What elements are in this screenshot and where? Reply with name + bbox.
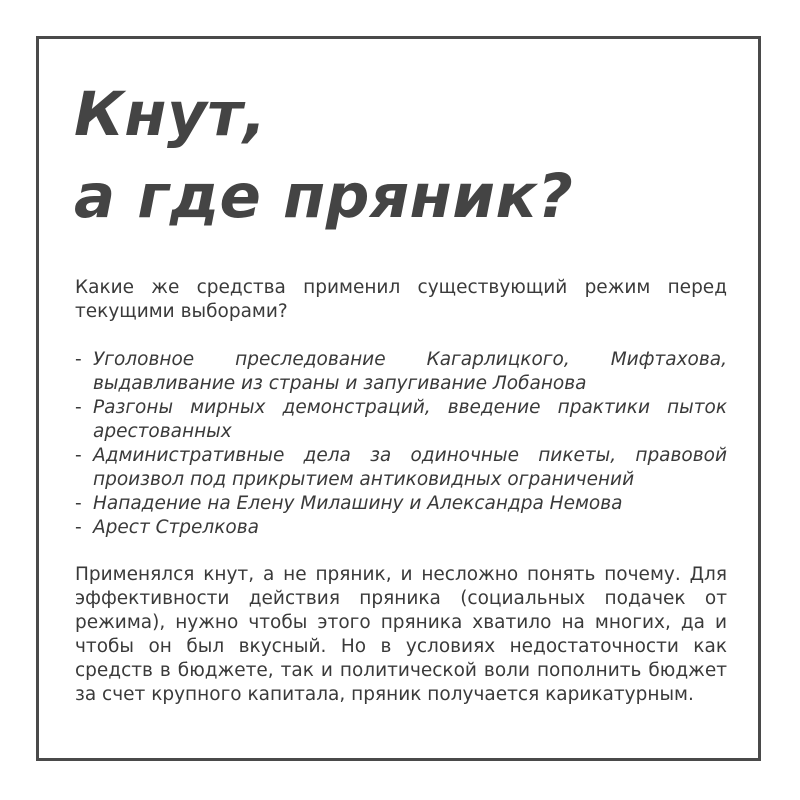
list-dash: -: [75, 493, 82, 514]
list-item: [75, 348, 727, 396]
page-title: [74, 74, 573, 238]
list-dash: -: [75, 397, 82, 418]
list-item: [75, 516, 727, 540]
list-dash: -: [75, 445, 82, 466]
intro-paragraph: Какие же средства применил существующий режим перед текущими выборами?: [75, 277, 727, 322]
measures-list: [75, 348, 727, 540]
list-dash: -: [75, 517, 82, 538]
title-line-1: Кнут,: [74, 79, 267, 150]
list-item: [75, 396, 727, 444]
list-item-text: Арест Стрелкова: [93, 517, 259, 538]
list-item-text: Уголовное преследование Кагарлицкого, Мифтахова, выдавливание из страны и запугивание Лобанова: [93, 349, 727, 394]
title-line-2: а где пряник?: [74, 161, 574, 232]
list-item-text: Нападение на Елену Милашину и Александра Немова: [93, 493, 623, 514]
list-dash: -: [75, 349, 82, 370]
list-item-text: Административные дела за одиночные пикеты, правовой произвол под прикрытием антиковидных ограничений: [93, 445, 727, 490]
list-item: [75, 444, 727, 492]
list-item-text: Разгоны мирных демонстраций, введение практики пыток арестованных: [93, 397, 727, 442]
list-item: [75, 492, 727, 516]
conclusion-paragraph: Применялся кнут, а не пряник, и несложно понять почему. Для эффективности действия пряника (социальных подачек от режима), нужно чтобы этого пряника хватило на многих, да и чтобы он был вкусный. Но в условиях недостаточности как средств в бюджете, так и политической воли пополнить бюджет за счет крупного капитала, пряник получается карикатурным.: [75, 564, 727, 705]
